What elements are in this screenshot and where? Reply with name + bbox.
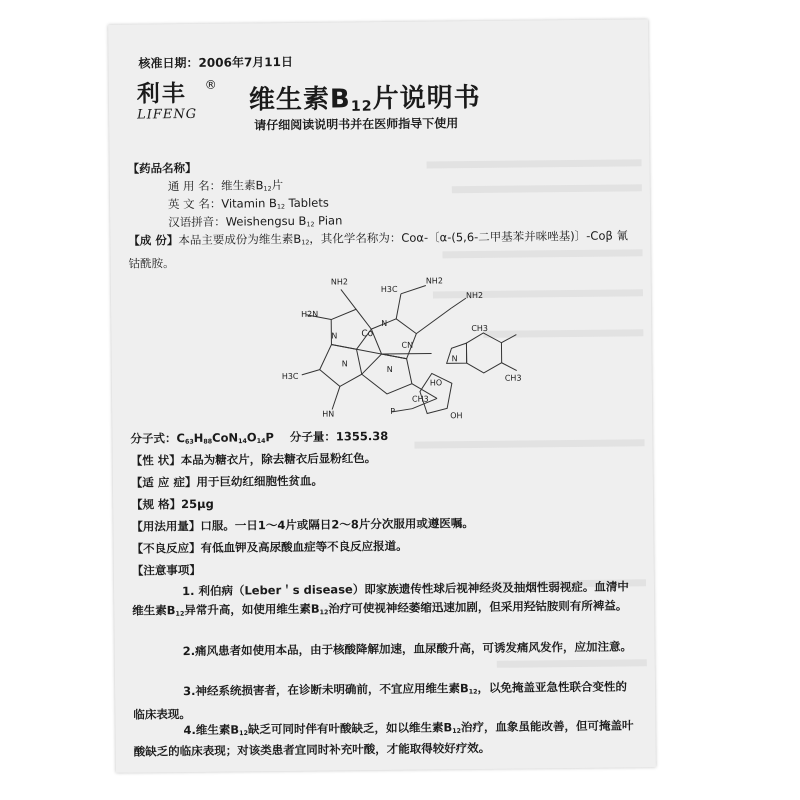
molecular-weight-label: 分子量：	[289, 429, 336, 444]
svg-text:NH2: NH2	[465, 290, 484, 301]
indications-row	[131, 473, 323, 492]
composition-text: 本品主要成份为维生素B	[178, 231, 302, 248]
document-subtitle: 请仔细阅读说明书并在医师指导下使用	[254, 116, 459, 133]
precaution-item-4	[133, 717, 638, 760]
pinyin-name-subscript: 12	[306, 221, 315, 229]
dosage-text: 口服。一日1～4片或隔日2～8片分次服用或遵医嘱。	[200, 516, 474, 533]
title-text: 维生素B	[248, 84, 351, 116]
formula-subscript: 63	[184, 438, 194, 446]
bleed-through	[452, 184, 642, 193]
composition-paragraph	[128, 226, 628, 273]
precaution-1-subscript-2: 12	[319, 609, 329, 617]
svg-text:N: N	[331, 331, 338, 341]
composition-label: 【成 份】	[128, 233, 179, 248]
svg-text:CN: CN	[401, 340, 414, 350]
precaution-1-subscript: 12	[175, 610, 185, 618]
english-name-value: Vitamin B	[221, 196, 277, 211]
english-name-label: 英 文 名：	[167, 196, 222, 212]
registered-mark: ®	[204, 77, 217, 92]
precaution-4-text-end: 治疗，血象虽能改善，但可掩盖叶酸缺乏的临床表现；对该类患者宜同时补充叶酸，才能取得较好疗效。	[133, 718, 634, 759]
adverse-reactions-text: 有低血钾及高尿酸血症等不良反应报道。	[200, 538, 408, 555]
structural-formula-diagram	[261, 273, 523, 426]
bleed-through	[497, 659, 647, 668]
document-title	[249, 77, 481, 116]
precaution-item-1	[132, 577, 637, 624]
precaution-4-text-cont: 缺乏可同时伴有叶酸缺乏，如以维生素B	[247, 720, 453, 737]
pinyin-name-label: 汉语拼音：	[168, 214, 226, 230]
bleed-through	[414, 439, 644, 448]
english-name-suffix: Tablets	[284, 195, 329, 211]
strength-label: 【规 格】	[131, 497, 182, 512]
strength-text: 25μg	[181, 496, 214, 512]
pinyin-name-value: Weishengsu B	[225, 213, 307, 229]
molecular-formula-row	[130, 428, 388, 451]
svg-text:P: P	[390, 406, 396, 416]
formula-element: P	[265, 430, 274, 445]
english-name-subscript: 12	[276, 203, 286, 211]
svg-text:CH3: CH3	[504, 373, 522, 383]
properties-text: 本品为糖衣片，除去糖衣后显粉红色。	[180, 451, 377, 468]
properties-row	[131, 450, 377, 470]
svg-text:CH3: CH3	[471, 323, 489, 334]
bleed-through	[427, 159, 642, 168]
svg-text:N: N	[341, 359, 348, 369]
svg-text:H3C: H3C	[281, 371, 299, 382]
svg-text:Co: Co	[361, 329, 374, 340]
svg-text:N: N	[451, 354, 458, 364]
formula-element: Co	[212, 430, 229, 445]
strength-row	[131, 496, 214, 514]
generic-name-suffix: 片	[271, 178, 284, 193]
formula-subscript: 14	[256, 437, 266, 445]
adverse-reactions-label: 【不良反应】	[131, 540, 201, 556]
indications-label: 【适 应 症】	[130, 474, 197, 490]
svg-text:NH2: NH2	[425, 276, 443, 286]
adverse-reactions-row	[132, 538, 408, 558]
generic-name-label: 通 用 名：	[167, 178, 222, 194]
generic-name-value: 维生素B	[221, 178, 264, 193]
svg-text:H2N: H2N	[301, 309, 319, 319]
precaution-3-text: 3.神经系统损害者，在诊断未明确前，不宜应用维生素B	[183, 681, 469, 699]
brand-logo	[136, 77, 217, 123]
precaution-1-text-end: 治疗可使视神经萎缩迅速加剧，但采用羟钴胺则有所裨益。	[328, 598, 628, 616]
package-insert-sheet	[108, 19, 656, 773]
formula-element: O	[246, 430, 257, 445]
formula-subscript: 88	[203, 438, 213, 446]
indications-text: 用于巨幼红细胞性贫血。	[196, 473, 323, 489]
svg-text:OH: OH	[450, 411, 463, 421]
precaution-4-subscript-2: 12	[452, 727, 462, 735]
title-subscript: 12	[350, 98, 373, 115]
precaution-4-text: 4.维生素B	[183, 722, 240, 738]
precaution-1-text: 1. 利伯病（Leber＇s disease）即家族遗传性球后视神经炎及抽烟性弱视症。血清中维生素B	[132, 579, 629, 618]
precaution-4-subscript: 12	[239, 730, 249, 738]
dosage-label: 【用法用量】	[131, 518, 201, 534]
formula-element: C	[176, 431, 185, 446]
logo-chinese: 利丰	[136, 80, 187, 108]
formula-value	[176, 430, 274, 445]
molecular-weight-value: 1355.38	[335, 428, 389, 444]
svg-text:N: N	[386, 364, 393, 374]
formula-element: N	[228, 430, 239, 445]
logo-english: LIFENG	[136, 106, 198, 123]
svg-text:HN: HN	[322, 409, 335, 419]
precaution-item-2: 2.痛风患者如使用本品，由于核酸降解加速，血尿酸升高，可诱发痛风发作，应加注意。	[182, 639, 633, 659]
precaution-3-subscript: 12	[468, 688, 478, 696]
svg-text:CH3: CH3	[411, 394, 429, 404]
svg-text:HO: HO	[429, 378, 443, 388]
properties-label: 【性 状】	[130, 453, 181, 468]
composition-subscript: 12	[301, 239, 310, 247]
svg-text:H3C: H3C	[380, 284, 398, 295]
formula-element: H	[193, 430, 204, 445]
precaution-1-text-cont: 异常升高，如使用维生素B	[184, 601, 320, 618]
formula-subscript: 14	[238, 437, 247, 446]
generic-name-subscript: 12	[263, 185, 272, 193]
approval-date: 核准日期：2006年7月11日	[138, 54, 294, 71]
formula-label: 分子式：	[130, 431, 177, 446]
pinyin-name-suffix: Pian	[314, 213, 343, 228]
section-drug-name: 【药品名称】	[127, 160, 197, 176]
precaution-3-text-end: ，以免掩盖亚急性联合变性的临床表现。	[133, 679, 628, 722]
composition-chemical-name: ，其化学名称为：Coα-〔α-(5,6-二甲基苯并咪唑基)〕-Coβ 氰钴酰胺。	[128, 228, 629, 271]
svg-text:NH2: NH2	[330, 277, 348, 287]
section-precautions: 【注意事项】	[131, 562, 201, 578]
title-text-end: 片说明书	[372, 82, 481, 115]
svg-text:N: N	[381, 318, 388, 329]
dosage-row	[131, 515, 474, 536]
